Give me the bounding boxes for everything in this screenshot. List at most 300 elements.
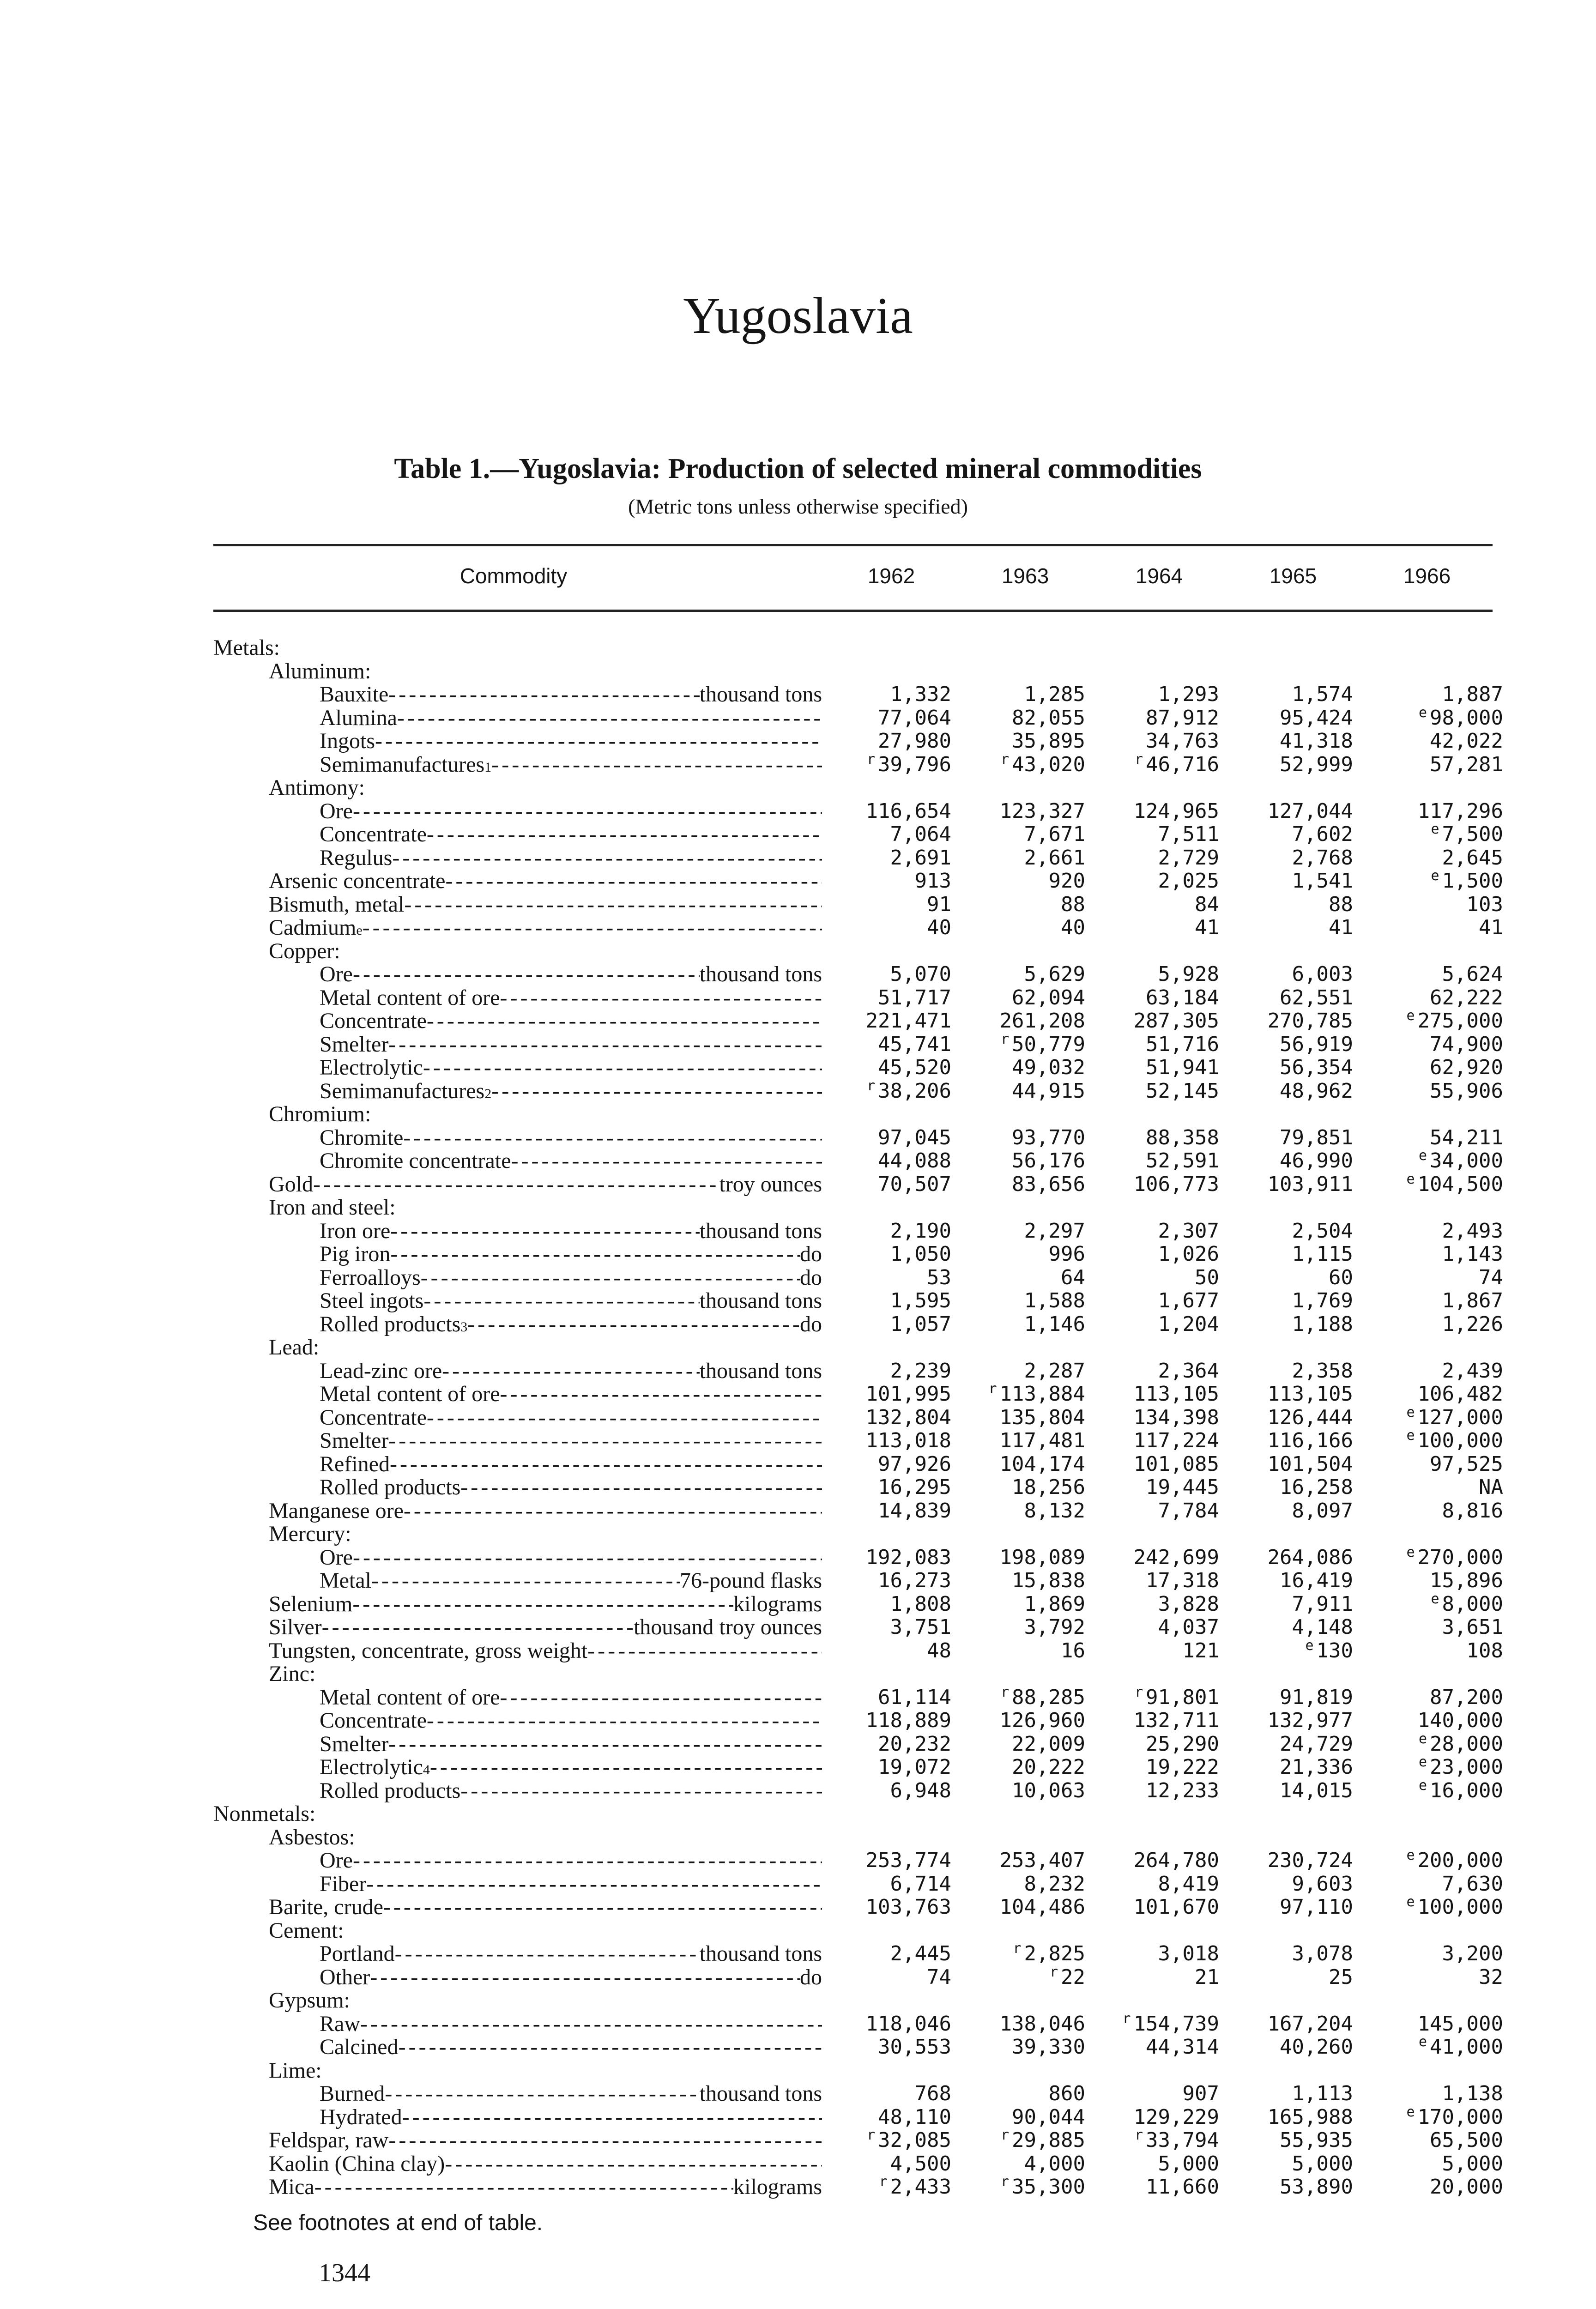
dot-leader	[388, 1033, 822, 1057]
commodity-name: Chromite	[320, 1126, 404, 1149]
row-label	[269, 1523, 351, 1546]
value-1965: 103,911	[1267, 1172, 1353, 1196]
commodity-name: Copper:	[269, 939, 340, 963]
value-1962: 221,471	[865, 1009, 951, 1033]
dot-leader	[353, 963, 700, 986]
table-row	[0, 1639, 1596, 1663]
commodity-name: Asbestos:	[269, 1825, 355, 1849]
row-label	[320, 2106, 822, 2129]
commodity-name: Rolled products	[320, 1779, 461, 1802]
value-1966: $^e$ 41,000	[1418, 2034, 1503, 2059]
unit-label: thousand tons	[699, 683, 822, 707]
value-1966: $^e$ 104,500	[1406, 1171, 1503, 1196]
dot-leader	[388, 2129, 822, 2152]
value-1962: 2,691	[890, 846, 951, 870]
value-1962: 2,190	[890, 1219, 951, 1243]
dot-leader	[383, 1896, 822, 1919]
dot-leader	[313, 1173, 719, 1197]
value-1963: 104,174	[999, 1452, 1085, 1476]
commodity-name: Nonmetals:	[213, 1802, 316, 1826]
value-1962: 2,239	[890, 1359, 951, 1383]
value-1965: 116,166	[1267, 1429, 1353, 1452]
table-row	[0, 1383, 1596, 1406]
commodity-name: Concentrate	[320, 823, 427, 846]
value-1965: 2,504	[1292, 1219, 1353, 1243]
commodity-name: Calcined	[320, 2036, 399, 2059]
table-row	[0, 1756, 1596, 1779]
value-1962: 16,273	[878, 1569, 951, 1592]
header-year-1963: 1963	[1001, 564, 1049, 588]
dot-leader	[491, 1080, 822, 1103]
value-1966: 106,482	[1417, 1382, 1503, 1406]
dot-leader	[423, 1289, 699, 1313]
commodity-name: Concentrate	[320, 1709, 427, 1733]
commodity-name: Regulus	[320, 846, 393, 870]
value-1962: 45,741	[878, 1032, 951, 1056]
value-1966: $^e$ 7,500	[1431, 821, 1503, 846]
value-1965: 126,444	[1267, 1405, 1353, 1429]
dot-leader	[375, 730, 822, 753]
value-1965: 264,086	[1267, 1545, 1353, 1569]
value-1962: 4,500	[890, 2152, 951, 2176]
dot-leader	[402, 2106, 822, 2129]
row-label	[320, 1733, 822, 1756]
row-label	[320, 707, 822, 730]
value-1962: 1,332	[890, 683, 951, 706]
value-1965: 1,113	[1292, 2082, 1353, 2105]
table-row	[0, 704, 1596, 730]
value-1965: 1,115	[1292, 1242, 1353, 1266]
unit-label: do	[800, 1266, 822, 1289]
value-1965: 230,724	[1267, 1849, 1353, 1872]
value-1965: 2,358	[1292, 1359, 1353, 1383]
value-1963: 44,915	[1012, 1079, 1085, 1103]
commodity-name: Rolled products	[320, 1312, 461, 1336]
row-label	[320, 1266, 822, 1290]
commodity-name: Cadmium	[269, 916, 357, 940]
value-1963: $^r$ 43,020	[1000, 751, 1085, 776]
unit-label: do	[800, 1965, 822, 1989]
row-label	[320, 986, 822, 1010]
value-1963: 126,960	[999, 1709, 1085, 1732]
value-1963: $^r$ 113,884	[988, 1381, 1085, 1406]
dot-leader	[423, 1056, 822, 1080]
value-1966: 55,906	[1430, 1079, 1503, 1103]
value-1962: 16,295	[878, 1475, 951, 1499]
commodity-name: Electrolytic	[320, 1756, 423, 1779]
row-label	[320, 1849, 822, 1873]
value-1964: 50	[1195, 1265, 1219, 1289]
dot-leader	[404, 1499, 822, 1523]
value-1965: 1,541	[1292, 869, 1353, 893]
value-1963: 4,000	[1024, 2152, 1085, 2176]
value-1964: 117,224	[1133, 1429, 1219, 1452]
table-row	[0, 1686, 1596, 1710]
commodity-name: Ore	[320, 1546, 353, 1569]
value-1966: $^e$ 100,000	[1406, 1427, 1503, 1452]
value-1962: 77,064	[878, 706, 951, 730]
value-1964: 124,965	[1133, 799, 1219, 823]
value-1964: 134,398	[1133, 1405, 1219, 1429]
value-1964: 87,912	[1146, 706, 1219, 730]
value-1963: 83,656	[1012, 1172, 1085, 1196]
table-row	[0, 1779, 1596, 1803]
value-1966: 1,143	[1442, 1242, 1503, 1266]
value-1964: 264,780	[1133, 1849, 1219, 1872]
dot-leader	[403, 1126, 822, 1150]
value-1966: 65,500	[1430, 2128, 1503, 2152]
table-subtitle: (Metric tons unless otherwise specified)	[628, 495, 968, 518]
value-1965: 167,204	[1267, 2012, 1353, 2036]
value-1966: 32	[1479, 1965, 1503, 1989]
value-1963: 261,208	[999, 1009, 1085, 1033]
table-row	[0, 1802, 1596, 1826]
value-1966: $^e$ 34,000	[1418, 1148, 1503, 1173]
row-label	[320, 2013, 822, 2036]
value-1964: 5,928	[1158, 962, 1219, 986]
unit-label: thousand tons	[699, 1219, 822, 1243]
commodity-name: Alumina	[320, 706, 397, 730]
table-row	[0, 1730, 1596, 1756]
dot-leader	[427, 823, 822, 846]
value-1964: 2,307	[1158, 1219, 1219, 1243]
row-label	[320, 1149, 822, 1173]
value-1964: 5,000	[1158, 2152, 1219, 2176]
value-1965: 4,148	[1292, 1615, 1353, 1639]
value-1965: 16,419	[1280, 1569, 1353, 1592]
value-1962: 91	[927, 892, 951, 916]
row-label	[320, 1406, 822, 1430]
value-1963: 198,089	[999, 1545, 1085, 1569]
table-row	[0, 916, 1596, 940]
value-1965: 132,977	[1267, 1709, 1353, 1732]
value-1965: 21,336	[1280, 1755, 1353, 1779]
value-1963: 138,046	[999, 2012, 1085, 2036]
dot-leader	[353, 1546, 822, 1570]
row-label	[320, 1966, 822, 1989]
value-1963: $^r$ 88,285	[1000, 1684, 1085, 1709]
row-label	[269, 1103, 371, 1126]
value-1964: 101,670	[1133, 1895, 1219, 1919]
commodity-name: Barite, crude	[269, 1896, 383, 1919]
page-title: Yugoslavia	[683, 287, 913, 345]
table-row	[0, 1149, 1596, 1173]
value-1965: 7,602	[1292, 822, 1353, 846]
table-row	[0, 1336, 1596, 1360]
table-row	[0, 823, 1596, 846]
value-1962: $^r$ 38,206	[866, 1077, 951, 1103]
value-1966: 3,200	[1442, 1942, 1503, 1965]
row-label	[320, 1033, 822, 1057]
table-row	[0, 1453, 1596, 1476]
row-label	[269, 940, 340, 963]
value-1964: 2,025	[1158, 869, 1219, 893]
value-1965: 24,729	[1280, 1732, 1353, 1756]
value-1965: 56,354	[1280, 1056, 1353, 1079]
row-label	[213, 636, 280, 660]
commodity-name: Zinc:	[269, 1662, 316, 1686]
value-1966: $^e$ 270,000	[1406, 1544, 1503, 1569]
dot-leader	[421, 1266, 800, 1290]
table-row	[0, 1896, 1596, 1919]
unit-label: thousand tons	[699, 1359, 822, 1383]
commodity-name: Concentrate	[320, 1009, 427, 1033]
commodity-name: Aluminum:	[269, 659, 371, 683]
header-year-1966: 1966	[1403, 564, 1451, 588]
value-1964: 34,763	[1146, 729, 1219, 753]
row-label	[269, 2176, 822, 2199]
table-row	[0, 660, 1596, 683]
table-row	[0, 846, 1596, 870]
value-1962: 51,717	[878, 985, 951, 1009]
value-1962: 97,045	[878, 1125, 951, 1149]
value-1966: 5,000	[1442, 2152, 1503, 2176]
row-label	[269, 2129, 822, 2152]
value-1965: 46,990	[1280, 1149, 1353, 1173]
commodity-name: Ore	[320, 799, 353, 823]
value-1966: 97,525	[1430, 1452, 1503, 1476]
dot-leader	[587, 1639, 822, 1663]
value-1963: 15,838	[1012, 1569, 1085, 1592]
value-1966: $^e$ 127,000	[1406, 1404, 1503, 1429]
value-1963: 22,009	[1012, 1732, 1085, 1756]
commodity-name: Gypsum:	[269, 1989, 351, 2013]
row-label	[320, 963, 822, 986]
dot-leader	[404, 893, 822, 917]
value-1963: $^r$ 2,825	[1013, 1940, 1085, 1965]
dot-leader	[511, 1149, 822, 1173]
commodity-name: Chromite concentrate	[320, 1149, 511, 1173]
value-1966: $^e$ 23,000	[1418, 1754, 1503, 1779]
value-1964: 19,445	[1146, 1475, 1219, 1499]
table-row	[0, 1966, 1596, 1989]
table-row	[0, 986, 1596, 1010]
value-1962: 101,995	[865, 1382, 951, 1406]
dot-leader	[353, 1849, 822, 1873]
table-row	[0, 1033, 1596, 1057]
value-1962: $^r$ 2,433	[879, 2174, 951, 2199]
value-1964: $^r$ 91,801	[1134, 1684, 1219, 1709]
table-row	[0, 870, 1596, 893]
commodity-name: Tungsten, concentrate, gross weight	[269, 1639, 588, 1662]
value-1965: 48,962	[1280, 1079, 1353, 1103]
value-1966: 42,022	[1430, 729, 1503, 753]
value-1963: 35,895	[1012, 729, 1085, 753]
value-1964: 41	[1195, 916, 1219, 939]
row-label	[269, 1616, 822, 1639]
value-1963: 920	[1048, 869, 1085, 893]
value-1965: 5,000	[1292, 2152, 1353, 2176]
value-1963: 1,869	[1024, 1592, 1085, 1616]
value-1963: 253,407	[999, 1849, 1085, 1872]
unit-label: thousand tons	[699, 1942, 822, 1966]
value-1964: 7,511	[1158, 822, 1219, 846]
value-1964: 63,184	[1146, 985, 1219, 1009]
table-row	[0, 2176, 1596, 2199]
value-1964: 25,290	[1146, 1732, 1219, 1756]
value-1965: 88	[1329, 892, 1353, 916]
value-1966: 15,896	[1430, 1569, 1503, 1592]
header-bottom-rule	[213, 610, 1493, 612]
value-1966: 117,296	[1417, 799, 1503, 823]
value-1963: $^r$ 22	[1049, 1964, 1085, 1989]
commodity-name: Lime:	[269, 2059, 322, 2082]
dot-leader	[314, 2176, 733, 2199]
commodity-name: Bismuth, metal	[269, 893, 405, 916]
row-label	[269, 1919, 344, 1943]
page-number: 1344	[319, 2259, 370, 2287]
table-row	[0, 2059, 1596, 2083]
value-1964: $^r$ 154,739	[1122, 2010, 1219, 2036]
footnote-reference: See footnotes at end of table.	[253, 2211, 543, 2235]
commodity-name: Lead:	[269, 1336, 320, 1360]
commodity-name: Concentrate	[320, 1406, 427, 1429]
unit-label: thousand tons	[699, 1289, 822, 1313]
table-row	[0, 753, 1596, 777]
value-1966: 145,000	[1417, 2012, 1503, 2036]
value-1962: 44,088	[878, 1149, 951, 1173]
value-1963: $^r$ 29,885	[1000, 2127, 1085, 2152]
value-1962: 20,232	[878, 1732, 951, 1756]
row-label	[269, 1499, 822, 1523]
value-1966: 62,222	[1430, 985, 1503, 1009]
table-row	[0, 1056, 1596, 1080]
value-1963: 104,486	[999, 1895, 1085, 1919]
commodity-name: Arsenic concentrate	[269, 870, 446, 893]
dot-leader	[385, 2082, 699, 2106]
value-1966: 140,000	[1417, 1709, 1503, 1732]
value-1964: 3,828	[1158, 1592, 1219, 1616]
commodity-name: Smelter	[320, 1732, 389, 1756]
commodity-name: Ferroalloys	[320, 1266, 421, 1289]
value-1966: 62,920	[1430, 1056, 1503, 1079]
value-1965: 95,424	[1280, 706, 1353, 730]
row-label	[269, 1989, 350, 2013]
value-1966: 57,281	[1430, 752, 1503, 776]
commodity-name: Chromium:	[269, 1103, 371, 1126]
value-1963: 40	[1061, 916, 1085, 939]
row-label	[269, 776, 365, 800]
value-1965: 165,988	[1267, 2105, 1353, 2129]
dot-leader	[500, 986, 822, 1010]
commodity-name: Burned	[320, 2082, 385, 2106]
commodity-name: Feldspar, raw	[269, 2129, 389, 2152]
dot-leader	[371, 1569, 680, 1593]
value-1963: 10,063	[1012, 1778, 1085, 1802]
table-row	[0, 1429, 1596, 1453]
row-label	[269, 660, 371, 683]
value-1962: 5,070	[890, 962, 951, 986]
value-1963: $^r$ 35,300	[1000, 2174, 1085, 2199]
table-row	[0, 1196, 1596, 1220]
header-year-1965: 1965	[1269, 564, 1317, 588]
commodity-name: Cement:	[269, 1919, 344, 1942]
value-1964: 4,037	[1158, 1615, 1219, 1639]
value-1963: 90,044	[1012, 2105, 1085, 2129]
commodity-name: Steel ingots	[320, 1289, 424, 1313]
table-row	[0, 963, 1596, 986]
dot-leader	[397, 707, 822, 730]
value-1962: 45,520	[878, 1056, 951, 1079]
row-label	[269, 1896, 822, 1919]
value-1965: 14,015	[1280, 1778, 1353, 1802]
value-1963: 123,327	[999, 799, 1085, 823]
value-1962: 27,980	[878, 729, 951, 753]
value-1962: 14,839	[878, 1499, 951, 1523]
commodity-name: Electrolytic	[320, 1056, 423, 1080]
dot-leader	[388, 683, 699, 707]
value-1964: 2,364	[1158, 1359, 1219, 1383]
row-label	[320, 1709, 822, 1733]
unit-label: troy ounces	[719, 1173, 822, 1196]
row-label	[320, 1453, 822, 1476]
row-label	[269, 2152, 822, 2176]
dot-leader	[366, 1873, 822, 1896]
table-row	[0, 1220, 1596, 1243]
table-row	[0, 1476, 1596, 1499]
dot-leader	[370, 1966, 800, 1989]
value-1965: 2,768	[1292, 846, 1353, 870]
table-row	[0, 800, 1596, 823]
value-1964: 1,293	[1158, 683, 1219, 706]
row-label	[320, 1360, 822, 1383]
commodity-name: Ore	[320, 1849, 353, 1873]
value-1964: 132,711	[1133, 1709, 1219, 1732]
value-1965: 9,603	[1292, 1872, 1353, 1896]
table-row	[0, 1546, 1596, 1570]
table-row	[0, 730, 1596, 753]
value-1962: 118,046	[865, 2012, 951, 2036]
value-1966: 1,226	[1442, 1312, 1503, 1336]
value-1963: 82,055	[1012, 706, 1085, 730]
value-1964: 2,729	[1158, 846, 1219, 870]
value-1963: $^r$ 50,779	[1000, 1031, 1085, 1056]
value-1964: 51,716	[1146, 1032, 1219, 1056]
value-1966: 87,200	[1430, 1685, 1503, 1709]
value-1963: 16	[1061, 1638, 1085, 1662]
table-row	[0, 1826, 1596, 1850]
commodity-name: Fiber	[320, 1872, 367, 1896]
dot-leader	[360, 2013, 822, 2036]
value-1963: 996	[1048, 1242, 1085, 1266]
value-1963: 8,232	[1024, 1872, 1085, 1896]
dot-leader	[430, 1756, 822, 1779]
header-top-rule	[213, 544, 1493, 546]
row-label	[320, 683, 822, 707]
commodity-name: Manganese ore	[269, 1499, 404, 1523]
value-1966: $^e$ 98,000	[1418, 704, 1503, 730]
row-label	[213, 1802, 315, 1826]
value-1962: 3,751	[890, 1615, 951, 1639]
row-label	[320, 800, 822, 823]
value-1964: 287,305	[1133, 1009, 1219, 1033]
value-1962: 2,445	[890, 1942, 951, 1965]
value-1965: 53,890	[1280, 2175, 1353, 2199]
value-1966: 74,900	[1430, 1032, 1503, 1056]
value-1962: 132,804	[865, 1405, 951, 1429]
value-1964: 101,085	[1133, 1452, 1219, 1476]
value-1962: 97,926	[878, 1452, 951, 1476]
row-label: Semimanufactures 1 -----	[320, 753, 822, 777]
commodity-name: Mica	[269, 2176, 314, 2199]
value-1964: 106,773	[1133, 1172, 1219, 1196]
value-1962: 1,808	[890, 1592, 951, 1616]
value-1962: 48	[927, 1638, 951, 1662]
value-1966: 74	[1479, 1265, 1503, 1289]
value-1962: 40	[927, 916, 951, 939]
value-1966: 3,651	[1442, 1615, 1503, 1639]
value-1962: 30,553	[878, 2035, 951, 2059]
